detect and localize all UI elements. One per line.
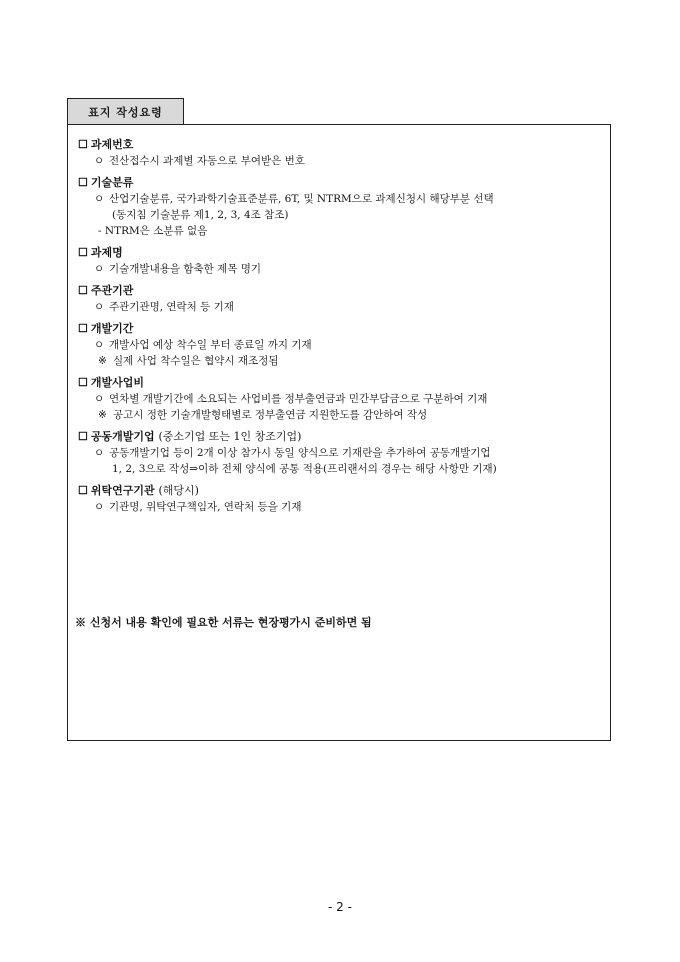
bullet-icon: ㅇ: [94, 301, 105, 313]
note-icon: ※: [98, 409, 107, 421]
checkbox-square-icon: ☐: [78, 430, 88, 443]
checkbox-square-icon: ☐: [78, 484, 88, 497]
section-heading: ☐ 기술분류: [78, 176, 134, 189]
checkbox-square-icon: ☐: [78, 246, 88, 259]
section-heading: ☐ 공동개발기업 (중소기업 또는 1인 창조기업): [78, 430, 302, 443]
bullet-item: ㅇ 개발사업 예상 착수일 부터 종료일 까지 기재: [94, 339, 312, 351]
section-heading: ☐ 개발기간: [78, 322, 134, 335]
bullet-icon: ㅇ: [94, 155, 105, 167]
note-icon: ※: [98, 355, 107, 367]
checkbox-square-icon: ☐: [78, 322, 88, 335]
instructions-box: [67, 124, 611, 741]
bullet-item: ㅇ 연차별 개발기간에 소요되는 사업비를 정부출연금과 민간부담금으로 구분하여 기재: [94, 393, 488, 405]
checkbox-square-icon: ☐: [78, 176, 88, 189]
note-item: ※ 실제 사업 착수일은 협약시 재조정됨: [98, 355, 279, 367]
dash-item: - NTRM은 소분류 없음: [98, 225, 208, 237]
checkbox-square-icon: ☐: [78, 138, 88, 151]
bullet-item: ㅇ 기술개발내용을 함축한 제목 명기: [94, 263, 262, 275]
bullet-continuation: (동지침 기술분류 제1, 2, 3, 4조 참조): [112, 209, 289, 221]
dash-icon: -: [98, 225, 102, 237]
final-note: ※ 신청서 내용 확인에 필요한 서류는 현장평가시 준비하면 됨: [75, 616, 372, 629]
bullet-icon: ㅇ: [94, 393, 105, 405]
section-project-name: [78, 245, 610, 277]
bullet-icon: ㅇ: [94, 339, 105, 351]
section-lead-org: [78, 283, 610, 315]
section-heading: ☐ 개발사업비: [78, 376, 145, 389]
bullet-icon: ㅇ: [94, 263, 105, 275]
bullet-item: ㅇ 산업기술분류, 국가과학기술표준분류, 6T, 및 NTRM으로 과제신청시 해당부분 선택: [94, 193, 494, 205]
note-item: ※ 공고시 정한 기술개발형태별로 정부출연금 지원한도를 감안하여 작성: [98, 409, 428, 421]
section-project-number: [78, 137, 610, 169]
section-heading: ☐ 과제명: [78, 246, 123, 259]
bullet-item: ㅇ 공동개발기업 등이 2개 이상 참가시 동일 양식으로 기재란을 추가하여 공동개발기업: [94, 447, 491, 459]
bullet-icon: ㅇ: [94, 447, 105, 459]
bullet-icon: ㅇ: [94, 501, 105, 513]
bullet-item: ㅇ 주관기관명, 연락처 등 기재: [94, 301, 234, 313]
section-heading: ☐ 과제번호: [78, 138, 134, 151]
checkbox-square-icon: ☐: [78, 376, 88, 389]
section-commissioned-research: [78, 483, 610, 515]
checkbox-square-icon: ☐: [78, 284, 88, 297]
tab-title: 표지 작성요령: [67, 98, 184, 124]
bullet-item: ㅇ 기관명, 위탁연구책임자, 연락처 등을 기재: [94, 501, 302, 513]
bullet-item: ㅇ 전산접수시 과제별 자동으로 부여받은 번호: [94, 155, 305, 167]
page-number: - 2 -: [328, 900, 352, 914]
bullet-icon: ㅇ: [94, 193, 105, 205]
section-joint-dev-company: [78, 429, 610, 477]
section-heading: ☐ 위탁연구기관 (해당시): [78, 484, 199, 497]
section-dev-period: [78, 321, 610, 369]
section-heading: ☐ 주관기관: [78, 284, 134, 297]
section-tech-classification: [78, 175, 610, 239]
bullet-continuation: 1, 2, 3으로 작성⇒이하 전체 양식에 공통 적용(프리랜서의 경우는 해당 사항만 기재): [112, 463, 497, 475]
section-dev-budget: [78, 375, 610, 423]
